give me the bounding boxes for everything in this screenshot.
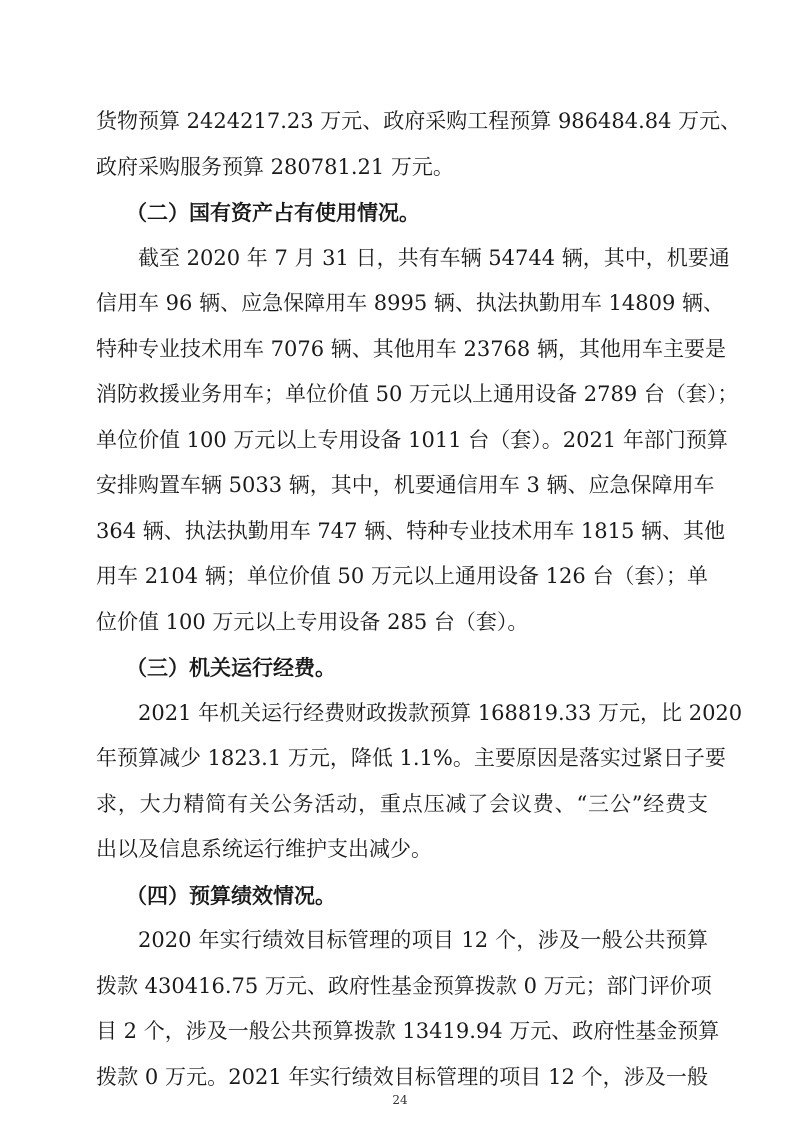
section-heading: （四）预算绩效情况。 [126, 882, 336, 908]
paragraph-line: 年预算减少 1823.1 万元，降低 1.1%。主要原因是落实过紧日子要 [96, 746, 726, 770]
paragraph-line: 目 2 个，涉及一般公共预算拨款 13419.94 万元、政府性基金预算 [96, 1019, 720, 1043]
paragraph-line: 拨款 430416.75 万元、政府性基金预算拨款 0 万元；部门评价项 [96, 973, 712, 998]
paragraph-line: 出以及信息系统运行维护支出减少。 [96, 837, 432, 861]
paragraph-line: 特种专业技术用车 7076 辆、其他用车 23768 辆，其他用车主要是 [96, 336, 726, 361]
paragraph-line: 货物预算 2424217.23 万元、政府采购工程预算 986484.84 万元、 [96, 109, 742, 133]
paragraph-line: 消防救援业务用车；单位价值 50 万元以上通用设备 2789 台（套）； [96, 382, 739, 406]
paragraph-line: 求，大力精简有关公务活动，重点压减了会议费、“三公”经费支 [96, 791, 708, 816]
paragraph-line: 用车 2104 辆；单位价值 50 万元以上通用设备 126 台（套）；单 [96, 564, 708, 588]
paragraph-line: 位价值 100 万元以上专用设备 285 台（套）。 [96, 609, 529, 634]
paragraph-line: 安排购置车辆 5033 辆，其中，机要通信用车 3 辆、应急保障用车 [96, 473, 715, 497]
section-heading: （二）国有资产占有使用情况。 [126, 200, 420, 225]
paragraph-line: 拨款 0 万元。2021 年实行绩效目标管理的项目 12 个，涉及一般 [96, 1064, 708, 1089]
paragraph-line: 364 辆、执法执勤用车 747 辆、特种专业技术用车 1815 辆、其他 [96, 518, 725, 543]
paragraph-line: 截至 2020 年 7 月 31 日，共有车辆 54744 辆，其中，机要通 [138, 245, 730, 270]
document-body [96, 99, 743, 1100]
paragraph-line: 2020 年实行绩效目标管理的项目 12 个，涉及一般公共预算 [138, 928, 708, 952]
page-number: 24 [392, 1093, 408, 1107]
paragraph-line: 单位价值 100 万元以上专用设备 1011 台（套）。2021 年部门预算 [96, 427, 728, 452]
paragraph-line: 政府采购服务预算 280781.21 万元。 [96, 154, 454, 179]
paragraph-line: 信用车 96 辆、应急保障用车 8995 辆、执法执勤用车 14809 辆、 [96, 291, 725, 315]
paragraph-line: 2021 年机关运行经费财政拨款预算 168819.33 万元，比 2020 [138, 700, 743, 725]
section-heading: （三）机关运行经费。 [126, 655, 336, 680]
